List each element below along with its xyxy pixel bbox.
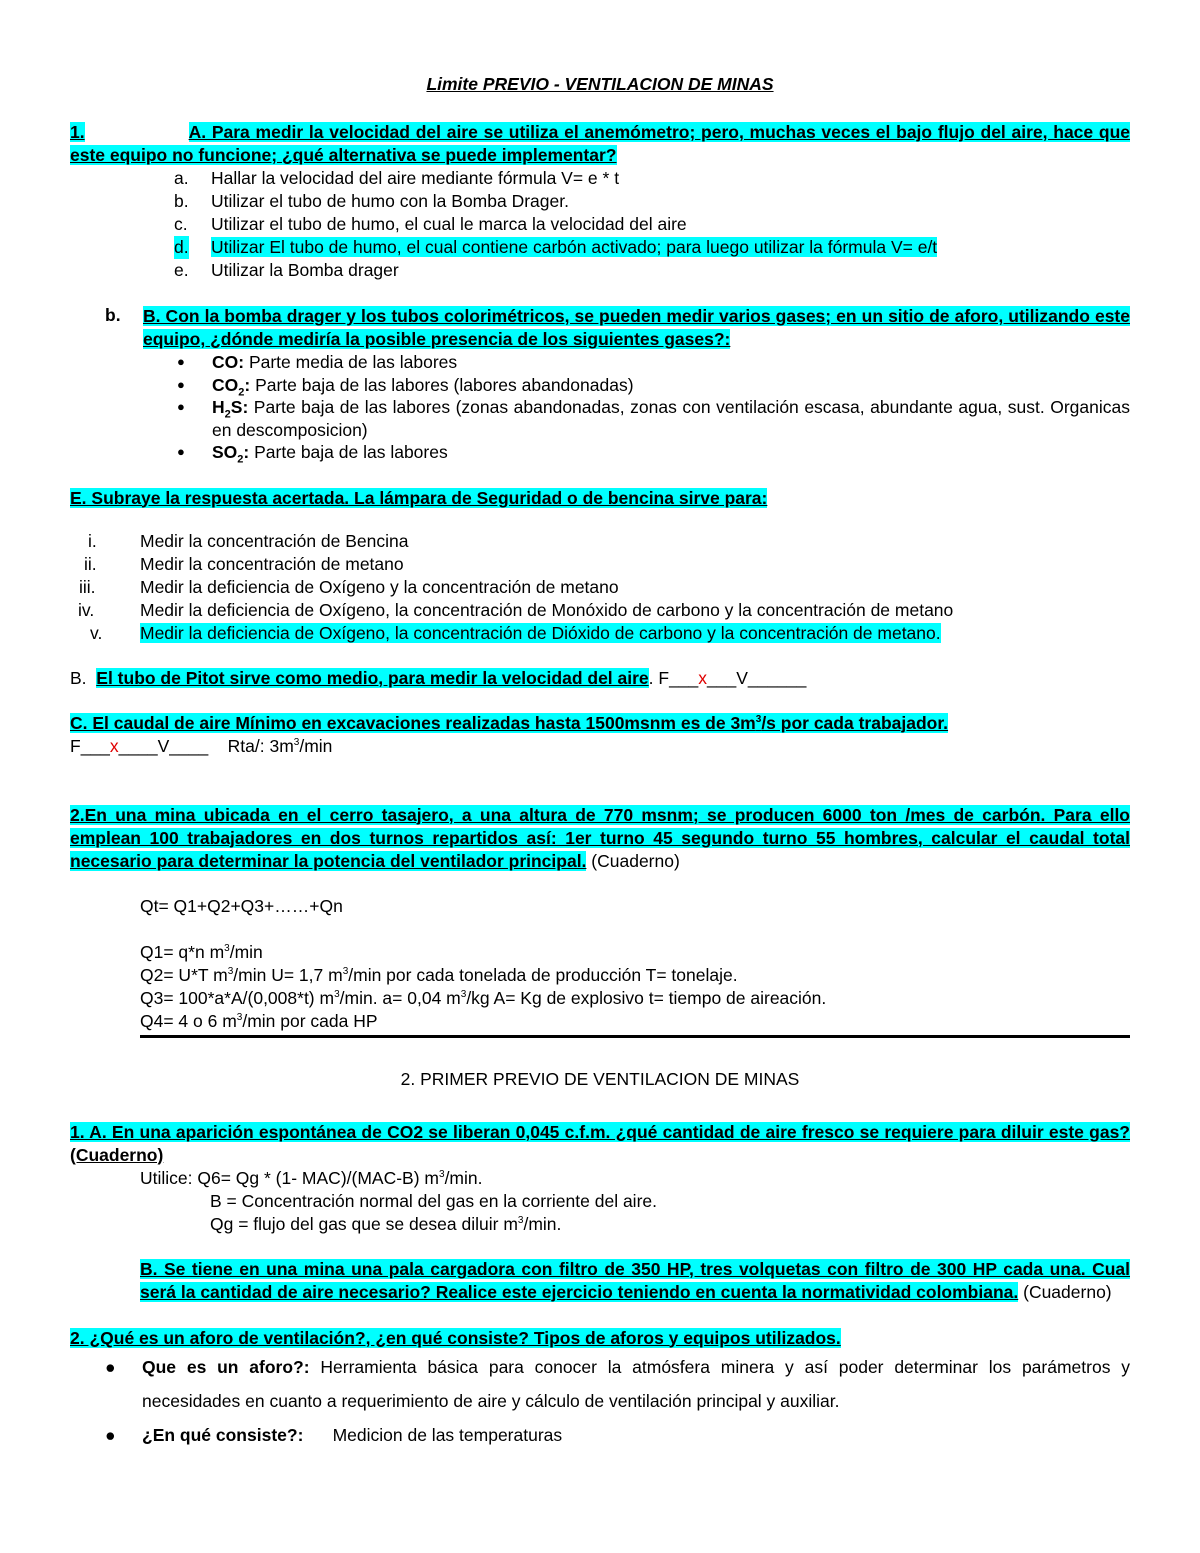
option-text: Medir la deficiencia de Oxígeno y la concentración de metano [140, 576, 619, 597]
list-item [70, 553, 1130, 576]
question-1a-options [70, 167, 1130, 282]
section2-question-1b-text: B. Se tiene en una mina una pala cargadora con filtro de 350 HP, tres volquetas con filtro de 300 HP cada una. Cual será la cantidad de aire necesario? Realice este ejercicio teniendo en cuenta la normatividad colombiana. [140, 1258, 1130, 1302]
gas-list [70, 351, 1130, 464]
section2-question-2-text: 2. ¿Qué es un aforo de ventilación?, ¿en qué consiste? Tipos de aforos y equipos utilizados. [70, 1327, 841, 1348]
bullet-text: Herramienta básica para conocer la atmósfera minera y así poder determinar los parámetros y necesidades en cuanto a requerimiento de aire y cálculo de ventilación principal y auxiliar. [142, 1356, 1130, 1411]
list-item-selected [70, 622, 1130, 645]
bullet-label: ¿En qué consiste?: [142, 1424, 304, 1445]
section2-question-1b [70, 1258, 1130, 1304]
section-heading: 2. PRIMER PREVIO DE VENTILACION DE MINAS [400, 1068, 800, 1089]
question-1b-highlight: B. Con la bomba drager y los tubos colorimétricos, se pueden medir varios gases; en un sitio de aforo, utilizando este equipo, ¿dónde mediría la posible presencia de los siguientes gases?: [143, 306, 1130, 349]
section2-question-1a [70, 1121, 1130, 1167]
answer-false-blank: F___ [70, 735, 110, 756]
question-pitot-prefix: B. [70, 667, 87, 688]
bullet-icon: ● [177, 399, 185, 414]
list-item [70, 351, 1130, 374]
list-item [70, 1418, 1130, 1452]
section2-question-1b-note: (Cuaderno) [1018, 1281, 1112, 1302]
formula-q1: Q1= q*n $m^3/\min$ [140, 941, 263, 962]
question-2-note: (Cuaderno) [586, 850, 680, 871]
answer-false-blank: . F___ [648, 667, 699, 688]
bullet-icon: ● [177, 444, 185, 459]
option-text: Medir la concentración de metano [140, 553, 404, 574]
question-c [70, 712, 1130, 735]
section2-question-2 [70, 1327, 1130, 1350]
bullet-icon: ● [177, 354, 185, 369]
option-mark: ii. [84, 553, 97, 574]
bullet-icon: ● [105, 1424, 116, 1445]
gas-location: Parte baja de las labores (zonas abandonadas, zonas con ventilación escasa, abundante agua, sust. Organicas en descomposicion) [212, 397, 1130, 440]
formula-total: Qt= Q1+Q2+Q3+……+Qn [140, 895, 343, 916]
list-item [70, 576, 1130, 599]
bullet-icon: ● [105, 1356, 116, 1377]
option-text: Utilizar la Bomba drager [211, 260, 399, 280]
question-e [70, 487, 1130, 510]
list-item [70, 374, 1130, 397]
question-1b-label: b. [105, 305, 121, 325]
page-title: Limite PREVIO - VENTILACION DE MINAS [426, 74, 774, 94]
list-item [70, 599, 1130, 622]
gas-name: $H_2S$: [212, 397, 249, 421]
section2-question-1a-note: (Cuaderno) [70, 1144, 164, 1165]
question-2-text: 2.En una mina ubicada en el cerro tasajero, a una altura de 770 msnm; se producen 6000 ton /mes de carbón. Para ello emplean 100 trabajadores en dos turnos repartidos así: 1er turno 45 segundo turno 55 hombres, calcular el caudal total necesario para determinar la potencia del ventilador principal. [70, 804, 1130, 871]
question-1b [70, 305, 1130, 351]
list-item [70, 190, 1130, 213]
option-text: Utilizar el tubo de humo con la Bomba Drager. [211, 191, 569, 211]
option-text: Medir la concentración de Bencina [140, 530, 409, 551]
definition-qg: Qg = flujo del gas que se desea diluir $m^3/\min$. [210, 1213, 562, 1234]
option-mark: i. [88, 530, 97, 551]
answer-mark: x [698, 667, 708, 688]
answer-rta: Rta/: $3m^3/\min$ [227, 735, 333, 756]
definition-b: B = Concentración normal del gas en la corriente del aire. [210, 1190, 657, 1211]
list-item-selected [70, 236, 1130, 259]
option-mark: a. [174, 168, 189, 188]
formula-q4: Q4= 4 o 6 $m^3/\min$ por cada HP [140, 1010, 378, 1031]
question-1a-number: 1. [70, 122, 85, 142]
question-1a-text: A. Para medir la velocidad del aire se utiliza el anemómetro; pero, muchas veces el bajo flujo del aire, hace que este equipo no funcione; ¿qué alternativa se puede implementar? [70, 122, 1130, 165]
question-1a [70, 121, 1130, 167]
question-e-text: E. Subraye la respuesta acertada. La lámpara de Seguridad o de bencina sirve para: [70, 487, 768, 508]
option-text: Medir la deficiencia de Oxígeno, la concentración de Dióxido de carbono y la concentración de metano. [140, 622, 941, 643]
question-e-options [70, 530, 1130, 645]
option-text: Utilizar El tubo de humo, el cual contiene carbón activado; para luego utilizar la fórmula V= e/t [211, 237, 938, 257]
list-item [70, 530, 1130, 553]
option-mark: b. [174, 191, 189, 211]
bullet-label: Que es un aforo?: [142, 1356, 310, 1377]
aforo-list [70, 1350, 1130, 1452]
formula-q2: Q2= U*T $m^3/\min$ U= 1,7 $m^3/\min$ por cada tonelada de producción T= tonelaje. [140, 964, 738, 985]
option-mark: c. [174, 214, 188, 234]
gas-location: Parte media de las labores [248, 352, 458, 372]
option-text: Medir la deficiencia de Oxígeno, la concentración de Monóxido de carbono y la concentración de metano [140, 599, 954, 620]
question-2 [70, 804, 1130, 873]
document-page [70, 70, 1130, 1452]
answer-true-blank: ____V____ [118, 735, 209, 756]
list-item [70, 259, 1130, 282]
horizontal-divider [140, 1035, 1130, 1038]
answer-mark: x [109, 735, 119, 756]
option-mark: e. [174, 260, 189, 280]
question-c-text: C. El caudal de aire Mínimo en excavaciones realizadas hasta 1500msnm es de $3m^3/s$ por cada trabajador. [70, 712, 949, 733]
option-mark: d. [174, 237, 189, 257]
answer-true-blank: ___V______ [707, 667, 807, 688]
list-item [70, 213, 1130, 236]
question-1b-text [143, 305, 1130, 351]
option-mark: iv. [78, 599, 95, 620]
bullet-icon: ● [177, 376, 185, 392]
bullet-text: Medicion de las temperaturas [303, 1424, 563, 1445]
list-item [70, 167, 1130, 190]
option-mark: iii. [79, 576, 96, 597]
question-pitot-text: El tubo de Pitot sirve como medio, para medir la velocidad del aire [96, 667, 649, 688]
option-text: Utilizar el tubo de humo, el cual le marca la velocidad del aire [211, 214, 687, 234]
option-text: Hallar la velocidad del aire mediante fórmula V= e * t [211, 168, 620, 188]
gas-location: Parte baja de las labores (labores abandonadas) [255, 374, 634, 395]
list-item [70, 441, 1130, 464]
gas-location: Parte baja de las labores [254, 442, 448, 462]
option-mark: v. [90, 622, 103, 643]
list-item [70, 1350, 1130, 1418]
list-item [70, 396, 1130, 441]
formula-utilice: Utilice: Q6= Qg * (1- MAC)/(MAC-B) $m^3/\min$. [140, 1167, 483, 1188]
question-pitot [70, 667, 1130, 690]
gas-name: CO: [212, 352, 245, 372]
question-c-answer [70, 735, 1130, 758]
formula-q3: Q3= 100*a*A/(0,008*t) $m^3/\min$. a= 0,04 $m^3/kg$ A= Kg de explosivo t= tiempo de aireación. [140, 987, 827, 1008]
gas-name: $CO_2$: [212, 374, 251, 398]
gas-name: $SO_2$: [212, 442, 250, 466]
section2-question-1a-text: 1. A. En una aparición espontánea de CO2 se liberan 0,045 c.f.m. ¿qué cantidad de aire fresco se requiere para diluir este gas? [70, 1121, 1130, 1142]
